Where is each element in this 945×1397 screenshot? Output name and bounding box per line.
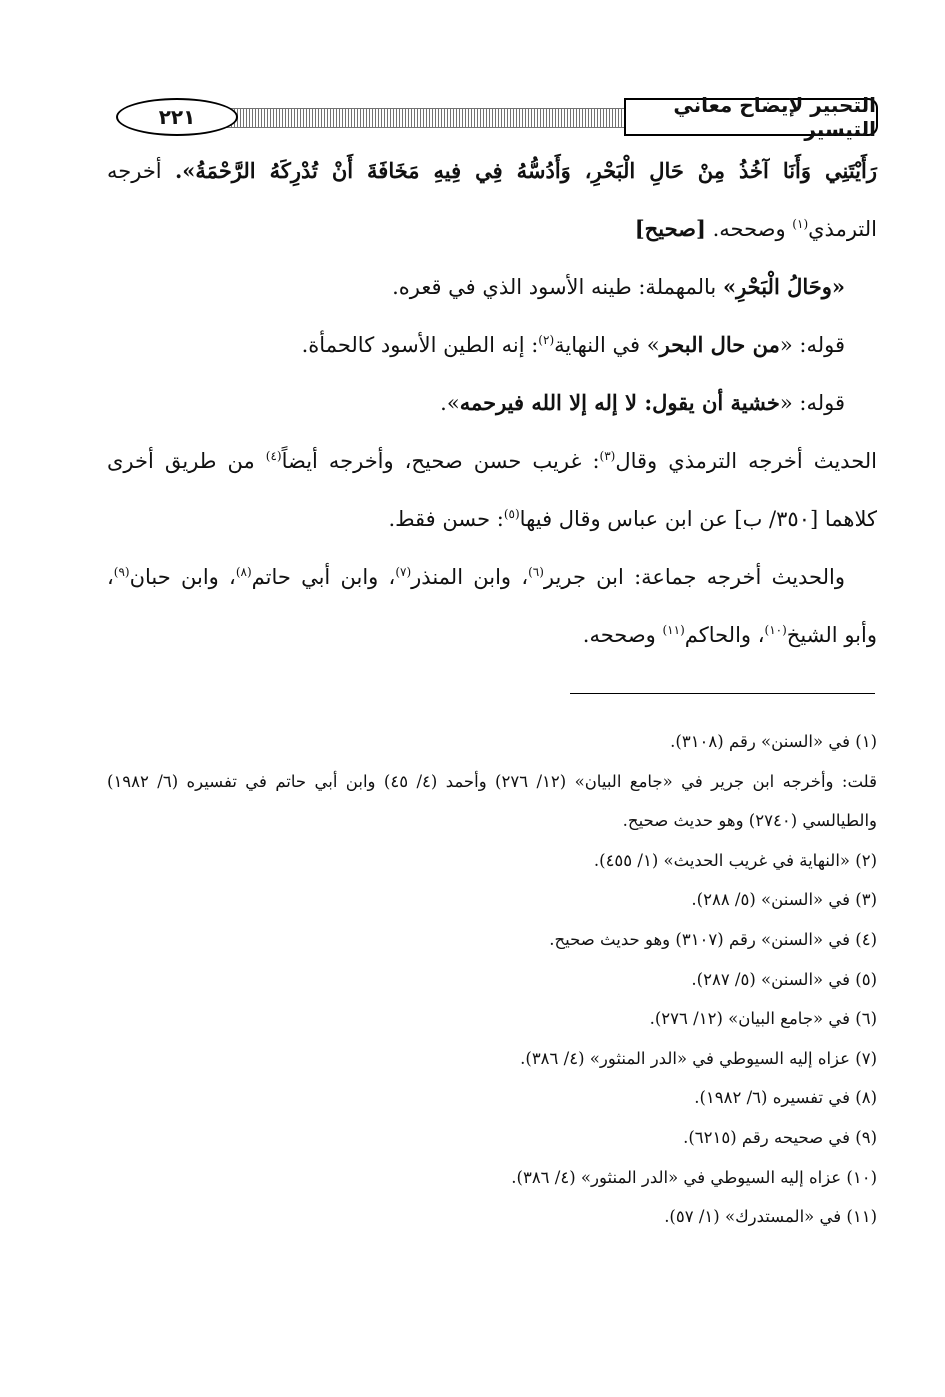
page-number: ٢٢١ — [116, 98, 238, 136]
text: ، والحاكم — [684, 623, 765, 647]
footnote: قلت: وأخرجه ابن جرير في «جامع البيان» (١٢/ ٢٧٦) وأحمد (٤/ ٤٥) وابن أبي حاتم في تفسيره (٦/ ١٩٨٢) والطيالسي (٢٧٤٠) وهو حديث صحيح. — [107, 771, 878, 831]
footnote: (٤) في «السنن» رقم (٣١٠٧) وهو حديث صحيح. — [549, 929, 877, 949]
footnote: (١١) في «المستدرك» (١/ ٥٧). — [664, 1207, 877, 1227]
term: «وحَالُ الْبَحْرِ» — [722, 274, 845, 299]
text: ». — [440, 391, 460, 415]
footnote: (٧) عزاه إليه السيوطي في «الدر المنثور» (٤/ ٣٨٦). — [520, 1048, 877, 1068]
footnote-ref: (٩) — [113, 565, 130, 579]
text: وصححه. — [712, 217, 793, 241]
text: قوله: « — [779, 333, 845, 357]
footnote-ref: (١٠) — [764, 623, 787, 637]
footnote-ref: (١) — [792, 217, 809, 231]
text: والحديث أخرجه جماعة: ابن جرير — [543, 565, 845, 589]
quoted-term: من حال البحر — [659, 332, 780, 357]
text: أخرجه الترمذي — [107, 159, 877, 241]
header-decorative-stripe — [168, 108, 648, 128]
footnote-divider — [570, 693, 875, 694]
hadith-text: رَأَيْتَنِي وَأَنَا آخُذُ مِنْ حَالِ الْبَحْرِ، وَأَدُسُّهُ فِي فِيهِ مَخَافَةَ أَنْ تُدْرِكَهُ الرَّحْمَةُ». — [174, 158, 877, 183]
footnote: (١٠) عزاه إليه السيوطي في «الدر المنثور» (٤/ ٣٨٦). — [511, 1167, 877, 1187]
footnote: (٢) «النهاية في غريب الحديث» (١/ ٤٥٥). — [593, 850, 877, 870]
text: وصححه. — [582, 623, 663, 647]
text: من طريق أخرى كلاهما [٣٥٠/ ب] عن ابن عباس وقال فيها — [107, 449, 877, 531]
text: : إنه الطين الأسود كالحمأة. — [301, 333, 539, 357]
paragraph-5 — [107, 432, 877, 548]
main-text — [107, 142, 877, 664]
text: ، وأبو الشيخ — [107, 565, 877, 647]
footnote-ref: (٦) — [528, 565, 544, 579]
footnote-ref: (٧) — [395, 565, 412, 579]
footnote-ref: (٢) — [538, 333, 555, 347]
footnote-ref: (٤) — [265, 449, 282, 463]
quoted-term: خشية أن يقول: لا إله إلا الله فيرحمه — [459, 390, 780, 415]
paragraph-6 — [107, 548, 877, 664]
running-header — [108, 93, 878, 141]
footnote: (٣) في «السنن» (٥/ ٢٨٨). — [691, 890, 877, 910]
footnote-ref: (٣) — [599, 449, 616, 463]
text: : حسن فقط. — [388, 507, 504, 531]
text: : غريب حسن صحيح، وأخرجه أيضاً — [281, 449, 600, 473]
paragraph-2 — [107, 258, 877, 316]
text: ، وابن المنذر — [411, 565, 529, 589]
grade-label: [صحيح] — [634, 216, 706, 241]
footnote: (٨) في تفسيره (٦/ ١٩٨٢). — [694, 1088, 877, 1108]
text: الحديث أخرجه الترمذي وقال — [615, 449, 877, 473]
text: ، وابن حبان — [129, 565, 236, 589]
footnote-ref: (٥) — [503, 507, 520, 521]
footnotes — [107, 722, 877, 1237]
text: بالمهملة: طينه الأسود الذي في قعره. — [392, 275, 723, 299]
footnote: (٦) في «جامع البيان» (١٢/ ٢٧٦). — [649, 1009, 877, 1029]
paragraph-1 — [107, 142, 877, 258]
text: ، وابن أبي حاتم — [251, 565, 396, 589]
paragraph-4 — [107, 374, 877, 432]
footnote: (٩) في صحيحه رقم (٦٢١٥). — [683, 1127, 877, 1147]
paragraph-3 — [107, 316, 877, 374]
footnote-ref: (٨) — [235, 565, 252, 579]
text: قوله: « — [779, 391, 845, 415]
book-title: التحبير لإيضاح معاني التيسير — [624, 98, 878, 136]
text: » في النهاية — [554, 333, 660, 357]
footnote: (٥) في «السنن» (٥/ ٢٨٧). — [691, 969, 877, 989]
footnote: (١) في «السنن» رقم (٣١٠٨). — [670, 732, 877, 751]
footnote-ref: (١١) — [662, 623, 685, 637]
